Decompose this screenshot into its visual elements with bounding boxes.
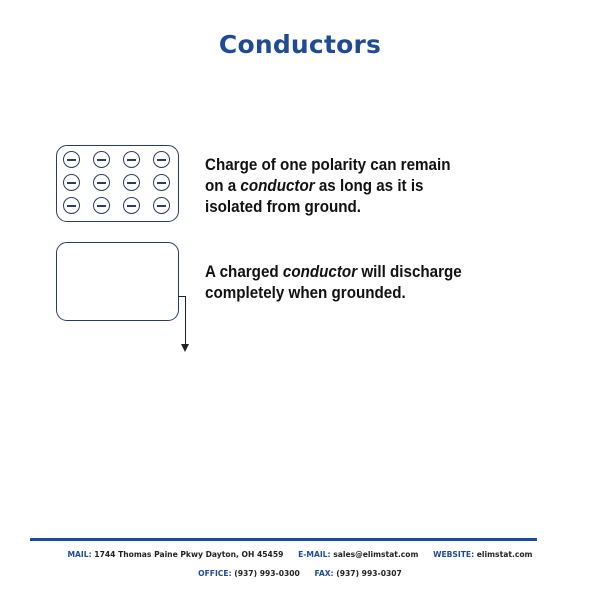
caption-1-line-2-end: as long as it is	[314, 177, 424, 195]
page-title: Conductors	[218, 30, 382, 59]
ground-arrow-icon	[178, 296, 186, 350]
negative-charge-icon	[63, 151, 80, 168]
grounded-conductor-caption	[205, 262, 462, 304]
office-label: OFFICE:	[198, 569, 232, 578]
charged-conductor-plate	[56, 145, 179, 222]
caption-2-line-2: completely when grounded.	[205, 284, 406, 302]
negative-charge-icon	[123, 197, 140, 214]
caption-2-conductor-term: conductor	[282, 263, 358, 281]
negative-charge-icon	[153, 174, 170, 191]
footer-divider	[30, 538, 537, 541]
email-address[interactable]: sales@elimstat.com	[333, 550, 419, 559]
negative-charge-icon	[93, 151, 110, 168]
caption-1-conductor-term: conductor	[240, 177, 315, 195]
negative-charge-icon	[63, 174, 80, 191]
caption-1-line-1: Charge of one polarity can remain	[205, 156, 451, 174]
fax-number: (937) 993-0307	[336, 569, 402, 578]
footer-contact-line	[0, 550, 600, 559]
website-link[interactable]: elimstat.com	[476, 550, 533, 559]
negative-charge-icon	[63, 197, 80, 214]
negative-charge-icon	[153, 151, 170, 168]
website-label: WEBSITE:	[433, 550, 475, 559]
mail-label: MAIL:	[67, 550, 92, 559]
grounded-conductor-plate	[56, 242, 179, 321]
footer-phone-line	[0, 569, 600, 578]
isolated-conductor-caption	[205, 155, 450, 218]
negative-charge-icon	[123, 174, 140, 191]
email-label: E-MAIL:	[298, 550, 331, 559]
caption-2-line-1-end: will discharge	[357, 263, 462, 281]
negative-charge-icon	[93, 174, 110, 191]
mail-address: 1744 Thomas Paine Pkwy Dayton, OH 45459	[94, 550, 284, 559]
office-phone: (937) 993-0300	[234, 569, 300, 578]
fax-label: FAX:	[314, 569, 334, 578]
caption-1-line-2-start: on a	[205, 177, 241, 195]
caption-1-line-3: isolated from ground.	[205, 198, 362, 216]
negative-charge-icon	[123, 151, 140, 168]
negative-charge-icon	[93, 197, 110, 214]
caption-2-line-1-start: A charged	[205, 263, 283, 281]
negative-charge-icon	[153, 197, 170, 214]
